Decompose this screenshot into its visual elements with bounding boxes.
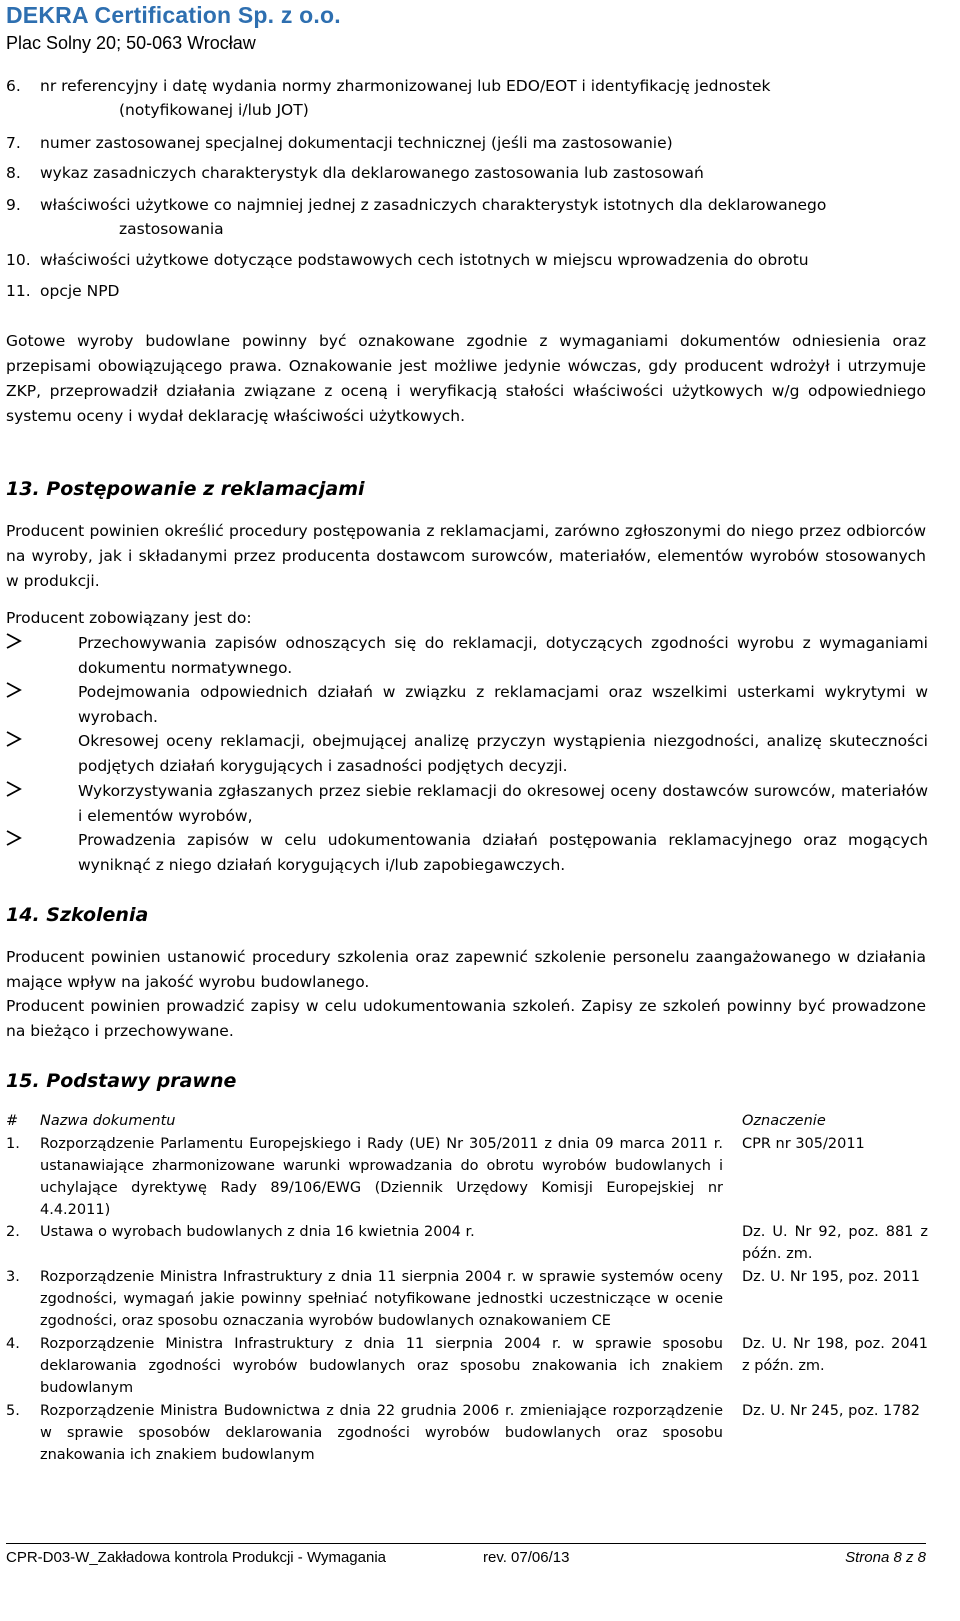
row-number: 3. xyxy=(6,1269,20,1285)
list-item-number: 10. xyxy=(6,251,31,269)
marking-paragraph: Gotowe wyroby budowlane powinny być oznakowane zgodnie z wymaganiami dokumentów odniesienia oraz przepisami obowiązującego prawa. Oznakowanie jest możliwe jedynie wówczas, gdy producent wdrożył i utrzymuje ZKP, przeprowadził działania związane z oceną i weryfikacją stałości właściwości użytkowych w/g odpowiedniego systemu oceny i wydał deklarację właściwości użytkowych. xyxy=(6,332,926,425)
section-13-paragraph: Producent powinien określić procedury postępowania z reklamacjami, zarówno zgłoszonymi do niego przez odbiorców na wyroby, jak i składanymi przez producenta dostawcom surowców, materiałów, elementów wyrobów stosowanych w produkcji. xyxy=(6,522,926,590)
row-designation: Dz. U. Nr 245, poz. 1782 xyxy=(742,1403,920,1419)
row-designation: Dz. U. Nr 92, poz. 881 z późn. zm. xyxy=(742,1224,928,1262)
list-item-text: wykaz zasadniczych charakterystyk dla deklarowanego zastosowania lub zastosowań xyxy=(40,164,704,182)
section-14-title: 14. Szkolenia xyxy=(6,904,149,926)
header-designation: Oznaczenie xyxy=(742,1113,826,1129)
row-designation: Dz. U. Nr 195, poz. 2011 xyxy=(742,1269,920,1285)
list-item-text: nr referencyjny i datę wydania normy zharmonizowanej lub EDO/EOT i identyfikację jednostek xyxy=(40,77,771,95)
header-document-name: Nazwa dokumentu xyxy=(40,1113,176,1129)
footer-revision: rev. 07/06/13 xyxy=(483,1549,570,1566)
footer-document-id: CPR-D03-W_Zakładowa kontrola Produkcji - Wymagania xyxy=(6,1549,387,1566)
list-item-text: opcje NPD xyxy=(40,282,120,300)
list-item-number: 9. xyxy=(6,196,21,214)
bullet-text: Przechowywania zapisów odnoszących się do reklamacji, dotyczących zgodności wyrobu z wymaganiami dokumentu normatywnego. xyxy=(78,634,928,677)
footer-page-number: Strona 8 z 8 xyxy=(845,1549,926,1566)
company-address: Plac Solny 20; 50-063 Wrocław xyxy=(6,33,256,53)
row-document-name: Ustawa o wyrobach budowlanych z dnia 16 kwietnia 2004 r. xyxy=(40,1224,475,1240)
bullet-text: Okresowej oceny reklamacji, obejmującej analizę przyczyn wystąpienia niezgodności, analizę skuteczności podjętych działań korygujących i zasadności podjętych decyzji. xyxy=(78,732,928,775)
row-document-name: Rozporządzenie Ministra Budownictwa z dnia 22 grudnia 2006 r. zmieniające rozporządzenie w sprawie sposobów deklarowania zgodności wyrobów budowlanych oraz sposobu znakowania ich znakiem budowlanym xyxy=(40,1403,723,1463)
bullet-text: Wykorzystywania zgłaszanych przez siebie reklamacji do okresowej oceny dostawców surowców, materiałów i elementów wyrobów, xyxy=(78,782,928,825)
row-document-name: Rozporządzenie Ministra Infrastruktury z dnia 11 sierpnia 2004 r. w sprawie sposobu deklarowania zgodności wyrobów budowlanych oraz sposobu znakowania ich znakiem budowlanym xyxy=(40,1336,723,1396)
section-14-paragraph-2: Producent powinien prowadzić zapisy w celu udokumentowania szkoleń. Zapisy ze szkoleń powinny być prowadzone na bieżąco i przechowywane. xyxy=(6,997,926,1040)
arrowhead-bullet-icon xyxy=(6,779,22,799)
company-name: DEKRA Certification Sp. z o.o. xyxy=(6,2,341,28)
row-document-name: Rozporządzenie Ministra Infrastruktury z dnia 11 sierpnia 2004 r. w sprawie systemów oceny zgodności, wymagań jakie powinny spełniać notyfikowane jednostki uczestniczące w ocenie zgodności, oraz sposobu oznaczania wyrobów budowlanych oznakowaniem CE xyxy=(40,1269,723,1329)
section-14-paragraph-1: Producent powinien ustanowić procedury szkolenia oraz zapewnić szkolenie personelu zaangażowanego w działania mające wpływ na jakość wyrobu budowlanego. xyxy=(6,948,926,991)
list-item-text: właściwości użytkowe dotyczące podstawowych cech istotnych w miejscu wprowadzenia do obrotu xyxy=(40,251,809,269)
section-13-intro: Producent zobowiązany jest do: xyxy=(6,609,252,627)
list-item-text: zastosowania xyxy=(119,220,224,238)
section-15-title: 15. Podstawy prawne xyxy=(6,1070,237,1092)
row-designation: CPR nr 305/2011 xyxy=(742,1136,865,1152)
row-number: 4. xyxy=(6,1336,20,1352)
list-item-number: 6. xyxy=(6,77,21,95)
section-13-title: 13. Postępowanie z reklamacjami xyxy=(6,478,365,500)
arrowhead-bullet-icon xyxy=(6,680,22,700)
list-item-text: właściwości użytkowe co najmniej jednej z zasadniczych charakterystyk istotnych dla deklarowanego xyxy=(40,196,827,214)
page-footer xyxy=(6,1543,926,1570)
row-number: 5. xyxy=(6,1403,20,1419)
list-item-number: 8. xyxy=(6,164,21,182)
header-number: # xyxy=(6,1113,19,1129)
arrowhead-bullet-icon xyxy=(6,729,22,749)
row-number: 1. xyxy=(6,1136,20,1152)
list-item-text: numer zastosowanej specjalnej dokumentacji technicznej (jeśli ma zastosowanie) xyxy=(40,134,673,152)
bullet-text: Prowadzenia zapisów w celu udokumentowania działań postępowania reklamacyjnego oraz mogących wyniknąć z niego działań korygujących i/lub zapobiegawczych. xyxy=(78,831,928,874)
row-document-name: Rozporządzenie Parlamentu Europejskiego i Rady (UE) Nr 305/2011 z dnia 09 marca 2011 r. ustanawiające zharmonizowane warunki wprowadzania do obrotu wyrobów budowlanych i uchylające dyrektywę Rady 89/106/EWG (Dziennik Urzędowy Komisji Europejskiej nr 4.4.2011) xyxy=(40,1136,723,1218)
list-item-number: 11. xyxy=(6,282,31,300)
row-designation: Dz. U. Nr 198, poz. 2041 z późn. zm. xyxy=(742,1336,928,1374)
arrowhead-bullet-icon xyxy=(6,631,22,651)
list-item-text: (notyfikowanej i/lub JOT) xyxy=(119,101,309,119)
bullet-text: Podejmowania odpowiednich działań w związku z reklamacjami oraz wszelkimi usterkami wykrytymi w wyrobach. xyxy=(78,683,928,726)
row-number: 2. xyxy=(6,1224,20,1240)
arrowhead-bullet-icon xyxy=(6,828,22,848)
list-item-number: 7. xyxy=(6,134,21,152)
